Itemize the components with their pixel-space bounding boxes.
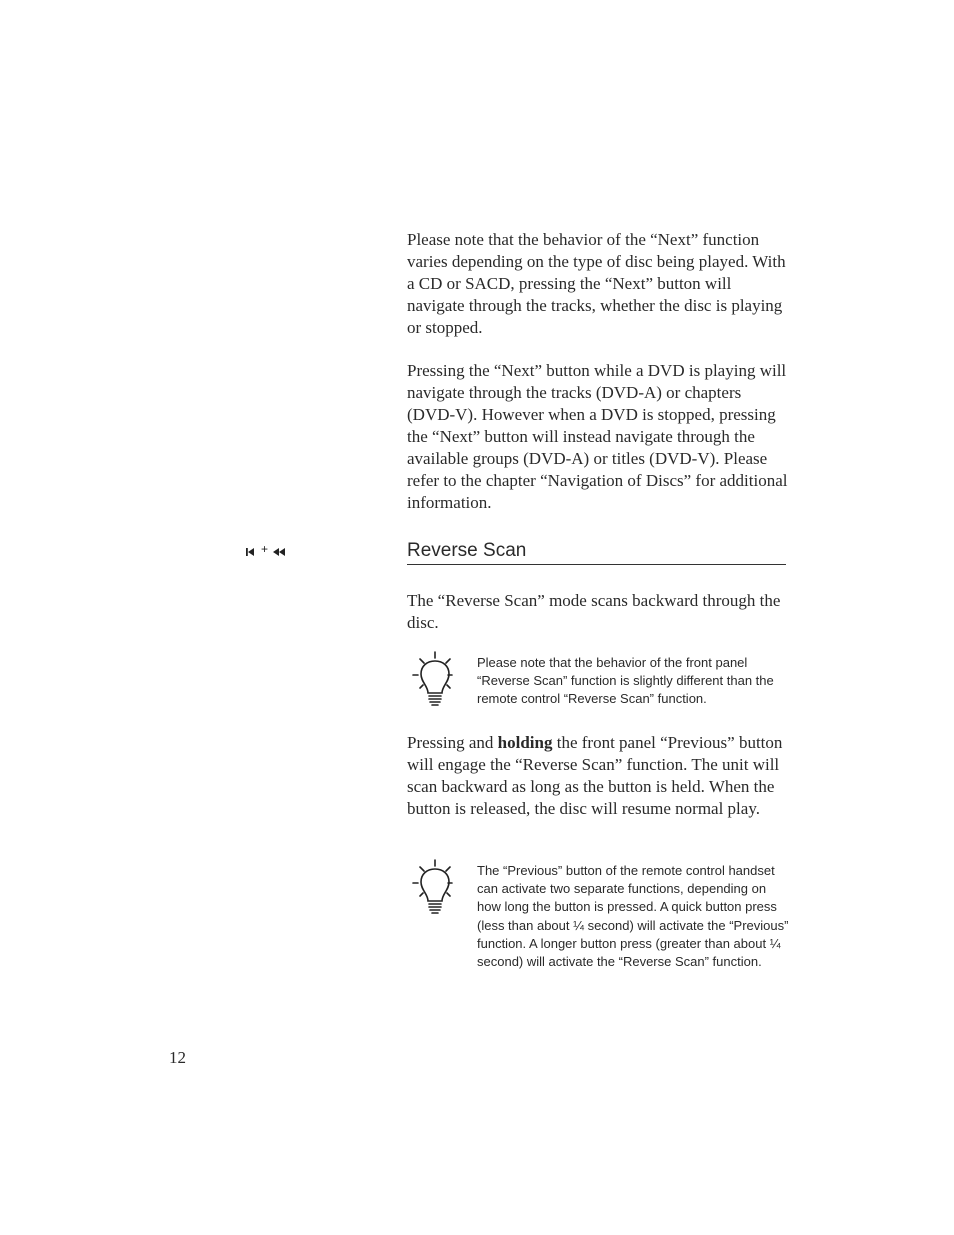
holding-pre-text: Pressing and xyxy=(407,733,498,752)
rewind-icon xyxy=(273,548,285,556)
lightbulb-icon xyxy=(411,858,453,916)
tip-remote-previous-note: The “Previous” button of the remote control handset can activate two separate functions, depending on how long the button is pressed. A quick button press (less than about ¼ second) will activate the “Previous” function. A longer button press (greater than about ¼ second) will activate the “Reverse Scan” function. xyxy=(477,863,789,970)
holding-emphasis: holding xyxy=(497,733,553,752)
tip-front-panel-note: Please note that the behavior of the front panel “Reverse Scan” function is slightly different than the remote control “Reverse Scan” function. xyxy=(477,655,774,707)
transport-icons xyxy=(245,542,289,557)
previous-track-icon xyxy=(246,548,254,556)
next-behavior-paragraph: Please note that the behavior of the “Next” function varies depending on the type of disc being played. With a CD or SACD, pressing the “Next” button will navigate through the tracks, whether the disc is playing or stopped. xyxy=(407,230,786,337)
holding-paragraph xyxy=(407,732,789,820)
transport-plus: + xyxy=(261,542,269,556)
holding-post-text: the front panel “Previous” button will engage the “Reverse Scan” function. The unit will scan backward as long as the button is held. When the button is released, the disc will resume normal play. xyxy=(407,733,783,818)
page-number: 12 xyxy=(169,1048,186,1067)
dvd-next-paragraph: Pressing the “Next” button while a DVD is playing will navigate through the tracks (DVD-A) or chapters (DVD-V). However when a DVD is stopped, pressing the “Next” button will instead navigate through the available groups (DVD-A) or titles (DVD-V). Please refer to the chapter “Navigation of Discs” for additional information. xyxy=(407,361,788,512)
reverse-scan-intro: The “Reverse Scan” mode scans backward through the disc. xyxy=(407,591,781,632)
lightbulb-icon xyxy=(411,650,453,708)
section-heading: Reverse Scan xyxy=(407,539,786,565)
